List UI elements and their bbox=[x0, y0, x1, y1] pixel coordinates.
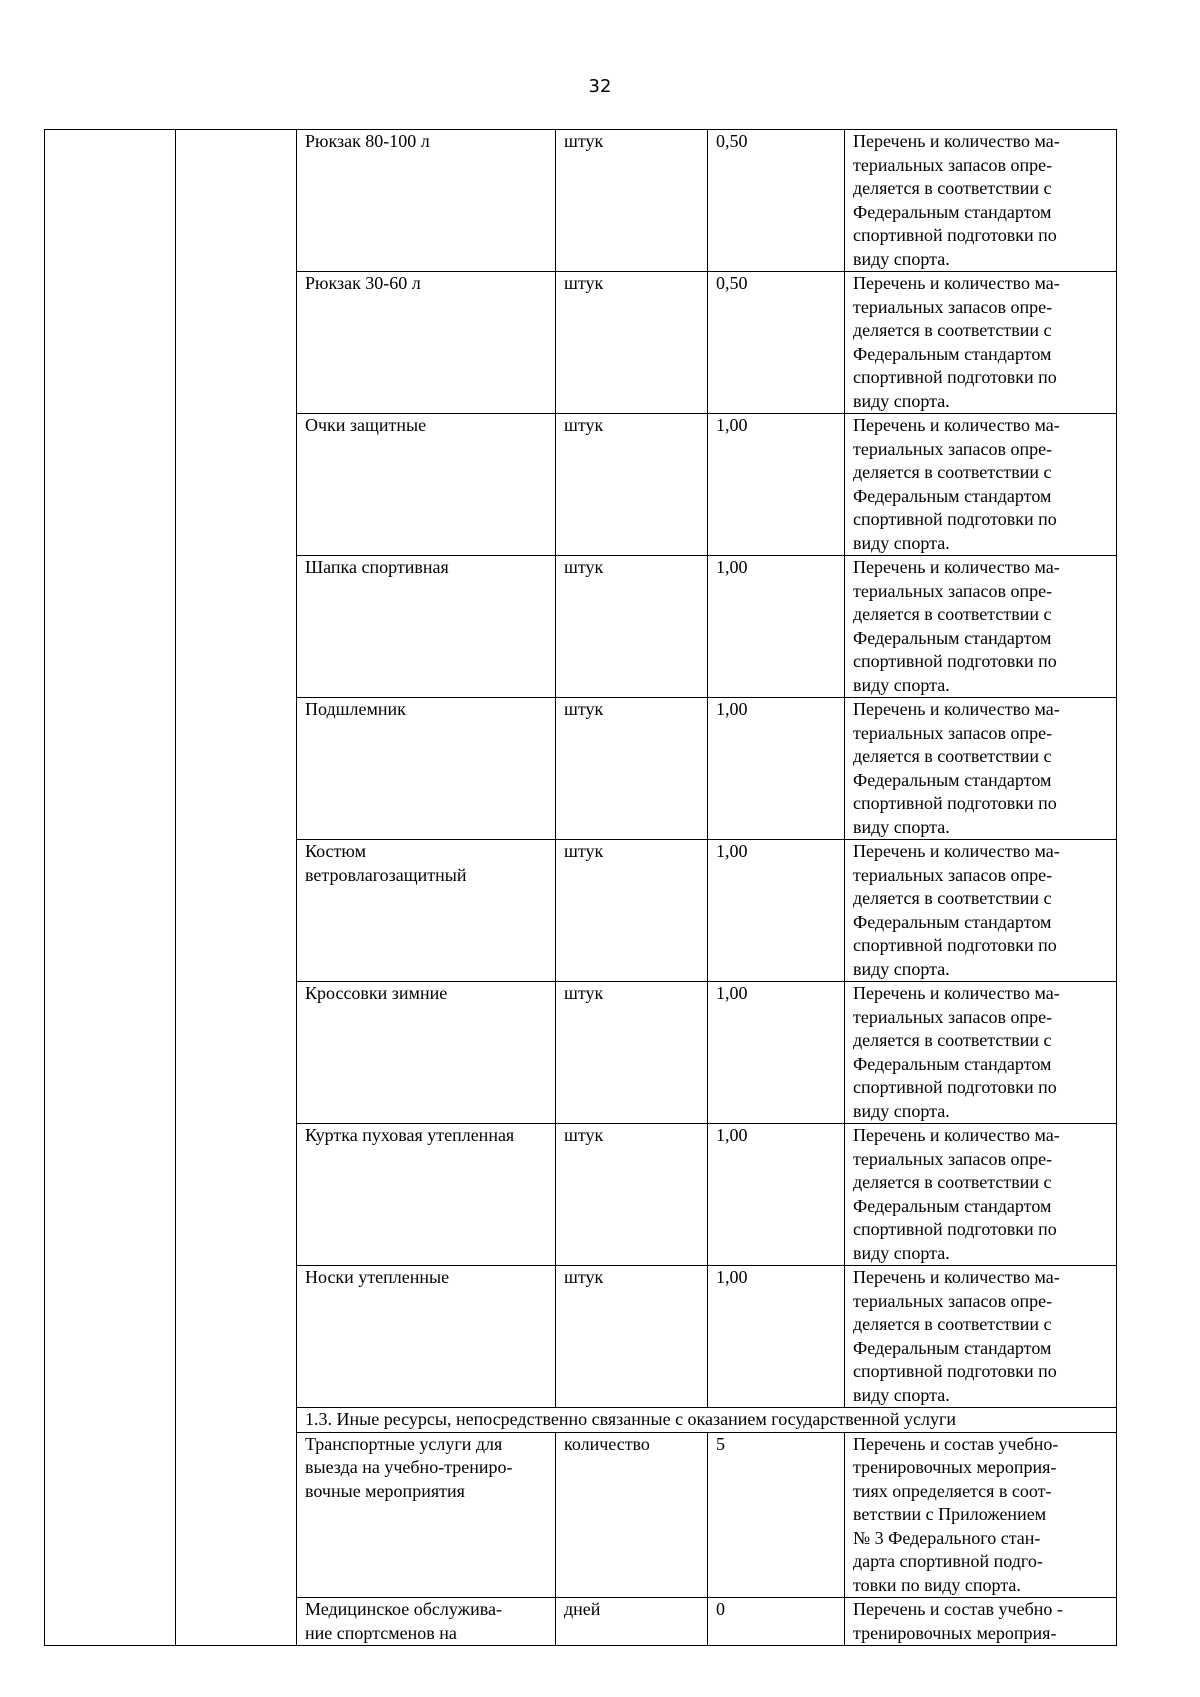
service-quantity: 0 bbox=[708, 1598, 845, 1646]
service-unit: количество bbox=[556, 1432, 708, 1598]
item-unit: штук bbox=[556, 556, 708, 698]
page-number: 32 bbox=[588, 76, 612, 97]
item-quantity: 0,50 bbox=[708, 130, 845, 272]
item-note: Перечень и количество ма- териальных запасов опре- деляется в соответствии с Федеральным стандартом спортивной подготовки по виду спорта. bbox=[845, 1124, 1117, 1266]
item-name: Очки защитные bbox=[297, 414, 556, 556]
item-unit: штук bbox=[556, 272, 708, 414]
merged-empty-cell-2 bbox=[176, 130, 297, 1646]
item-unit: штук bbox=[556, 982, 708, 1124]
item-note: Перечень и количество ма- териальных запасов опре- деляется в соответствии с Федеральным стандартом спортивной подготовки по виду спорта. bbox=[845, 840, 1117, 982]
service-name: Медицинское обслужива- ние спортсменов на bbox=[297, 1598, 556, 1646]
item-quantity: 1,00 bbox=[708, 982, 845, 1124]
item-unit: штук bbox=[556, 1124, 708, 1266]
item-name: Рюкзак 80-100 л bbox=[297, 130, 556, 272]
item-note: Перечень и количество ма- териальных запасов опре- деляется в соответствии с Федеральным стандартом спортивной подготовки по виду спорта. bbox=[845, 982, 1117, 1124]
item-name: Шапка спортивная bbox=[297, 556, 556, 698]
item-quantity: 1,00 bbox=[708, 1266, 845, 1408]
item-unit: штук bbox=[556, 698, 708, 840]
service-quantity: 5 bbox=[708, 1432, 845, 1598]
item-unit: штук bbox=[556, 840, 708, 982]
item-quantity: 1,00 bbox=[708, 1124, 845, 1266]
item-note: Перечень и количество ма- териальных запасов опре- деляется в соответствии с Федеральным стандартом спортивной подготовки по виду спорта. bbox=[845, 1266, 1117, 1408]
service-name: Транспортные услуги для выезда на учебно-трениро- вочные мероприятия bbox=[297, 1432, 556, 1598]
item-quantity: 0,50 bbox=[708, 272, 845, 414]
item-note: Перечень и количество ма- териальных запасов опре- деляется в соответствии с Федеральным стандартом спортивной подготовки по виду спорта. bbox=[845, 414, 1117, 556]
item-note: Перечень и количество ма- териальных запасов опре- деляется в соответствии с Федеральным стандартом спортивной подготовки по виду спорта. bbox=[845, 272, 1117, 414]
item-name: Рюкзак 30-60 л bbox=[297, 272, 556, 414]
item-note: Перечень и количество ма- териальных запасов опре- деляется в соответствии с Федеральным стандартом спортивной подготовки по виду спорта. bbox=[845, 130, 1117, 272]
service-note: Перечень и состав учебно- тренировочных мероприя- тиях определяется в соот- ветствии с Приложением № 3 Федерального стан- дарта спортивной подго- товки по виду спорта. bbox=[845, 1432, 1117, 1598]
service-unit: дней bbox=[556, 1598, 708, 1646]
item-name: Кроссовки зимние bbox=[297, 982, 556, 1124]
item-name: Носки утепленные bbox=[297, 1266, 556, 1408]
table-body bbox=[45, 130, 1117, 1646]
item-name: Куртка пуховая утепленная bbox=[297, 1124, 556, 1266]
item-note: Перечень и количество ма- териальных запасов опре- деляется в соответствии с Федеральным стандартом спортивной подготовки по виду спорта. bbox=[845, 698, 1117, 840]
item-quantity: 1,00 bbox=[708, 414, 845, 556]
section-title: 1.3. Иные ресурсы, непосредственно связанные с оказанием государственной услуги bbox=[297, 1408, 1117, 1433]
item-name: Костюм ветровлагозащитный bbox=[297, 840, 556, 982]
item-quantity: 1,00 bbox=[708, 698, 845, 840]
resources-table bbox=[44, 129, 1117, 1646]
item-unit: штук bbox=[556, 130, 708, 272]
table-row bbox=[45, 130, 1117, 272]
item-quantity: 1,00 bbox=[708, 840, 845, 982]
item-note: Перечень и количество ма- териальных запасов опре- деляется в соответствии с Федеральным стандартом спортивной подготовки по виду спорта. bbox=[845, 556, 1117, 698]
item-unit: штук bbox=[556, 414, 708, 556]
item-unit: штук bbox=[556, 1266, 708, 1408]
service-note: Перечень и состав учебно - тренировочных мероприя- bbox=[845, 1598, 1117, 1646]
item-quantity: 1,00 bbox=[708, 556, 845, 698]
item-name: Подшлемник bbox=[297, 698, 556, 840]
merged-empty-cell-1 bbox=[45, 130, 176, 1646]
